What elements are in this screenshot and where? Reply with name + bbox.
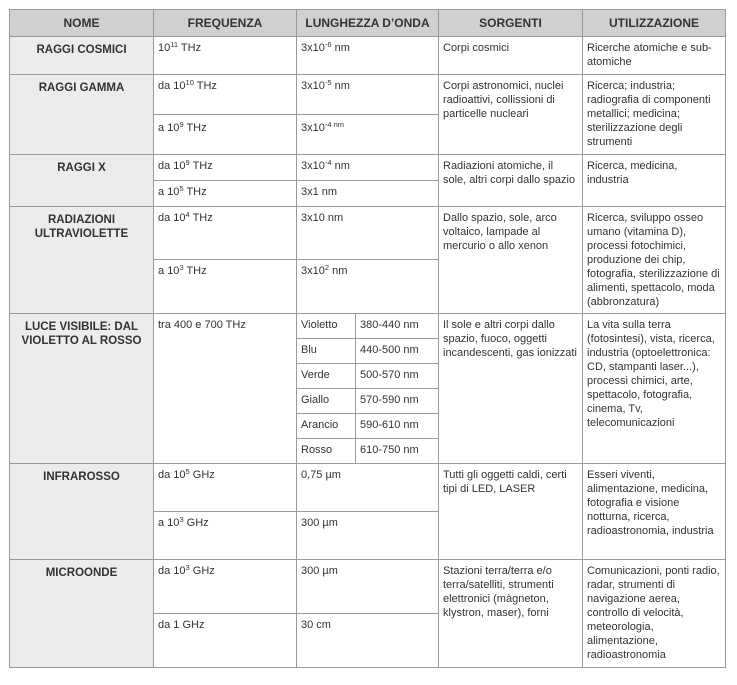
frequency-cell: tra 400 e 700 THz [154, 314, 297, 464]
wavelength-cell: 300 µm [297, 512, 439, 560]
table-row [10, 314, 726, 339]
frequency-cell: da $10^3$ GHz [154, 560, 297, 614]
wavelength-cell: 3x10 nm [297, 207, 439, 260]
color-name-cell: Verde [297, 364, 356, 389]
frequency-cell: a $10^5$ THz [154, 181, 297, 207]
frequency-cell: a $10^3$ GHz [154, 512, 297, 560]
sources-cell: Corpi astronomici, nuclei radioattivi, collissioni di particelle nucleari [439, 75, 583, 155]
color-range-cell: 610-750 nm [356, 439, 439, 464]
uses-cell: Ricerca, medicina, industria [583, 155, 726, 207]
wavelength-cell: $3x10^{-4 nm}$ [297, 115, 439, 155]
sources-cell: Il sole e altri corpi dallo spazio, fuoco, oggetti incandescenti, gas ionizzati [439, 314, 583, 464]
uses-cell: Ricerca, sviluppo osseo umano (vitamina D), processi fotochimici, produzione dei chip, fotografia, sterilizzazione di alimenti, spettacolo, moda (abbronzatura) [583, 207, 726, 314]
frequency-cell: $10^{11}$ THz [154, 37, 297, 75]
uses-cell: La vita sulla terra (fotosintesi), vista, ricerca, industria (optoelettronica: CD, stampanti laser...), processi chimici, arte, spettacolo, fotografia, cinema, Tv, telecomunicazioni [583, 314, 726, 464]
name-cell: LUCE VISIBILE: DAL VIOLETTO AL ROSSO [10, 314, 154, 464]
color-range-cell: 590-610 nm [356, 414, 439, 439]
name-cell: RAGGI X [10, 155, 154, 207]
color-range-cell: 500-570 nm [356, 364, 439, 389]
name-cell: INFRAROSSO [10, 464, 154, 560]
uses-cell: Comunicazioni, ponti radio, radar, strumenti di navigazione aerea, controllo di velocità, meteorologia, alimentazione, radioastronomia [583, 560, 726, 668]
table-row [10, 37, 726, 75]
uses-cell: Esseri viventi, alimentazione, medicina, fotografia e visione notturna, ricerca, radioastronomia, industria [583, 464, 726, 560]
spectrum-table [9, 9, 726, 668]
frequency-cell: da $10^{10}$ THz [154, 75, 297, 115]
uses-cell: Ricerche atomiche e sub-atomiche [583, 37, 726, 75]
wavelength-cell: $3x10^{-4}$ nm [297, 155, 439, 181]
uses-cell: Ricerca; industria; radiografia di componenti metallici; medicina; sterilizzazione degli strumenti [583, 75, 726, 155]
color-name-cell: Blu [297, 339, 356, 364]
frequency-cell: a $10^9$ THz [154, 115, 297, 155]
color-name-cell: Rosso [297, 439, 356, 464]
sources-cell: Corpi cosmici [439, 37, 583, 75]
wavelength-cell: 0,75 µm [297, 464, 439, 512]
frequency-cell: a $10^3$ THz [154, 260, 297, 314]
name-cell: RADIAZIONI ULTRAVIOLETTE [10, 207, 154, 314]
name-cell: RAGGI GAMMA [10, 75, 154, 155]
header-sorgenti: SORGENTI [439, 10, 583, 37]
frequency-cell: da $10^5$ GHz [154, 464, 297, 512]
wavelength-cell: 30 cm [297, 614, 439, 668]
table-row [10, 464, 726, 512]
wavelength-cell: 3x1 nm [297, 181, 439, 207]
table-row [10, 155, 726, 181]
frequency-cell: da $10^4$ THz [154, 207, 297, 260]
table-row [10, 207, 726, 260]
header-frequenza: FREQUENZA [154, 10, 297, 37]
header-nome: NOME [10, 10, 154, 37]
color-name-cell: Arancio [297, 414, 356, 439]
header-utilizzazione: UTILIZZAZIONE [583, 10, 726, 37]
sources-cell: Dallo spazio, sole, arco voltaico, lampade al mercurio o allo xenon [439, 207, 583, 314]
header-lunghezza: LUNGHEZZA D’ONDA [297, 10, 439, 37]
wavelength-cell: $3x10^{-5}$ nm [297, 75, 439, 115]
color-name-cell: Giallo [297, 389, 356, 414]
wavelength-cell: 300 µm [297, 560, 439, 614]
frequency-cell: da $10^9$ THz [154, 155, 297, 181]
frequency-cell: da 1 GHz [154, 614, 297, 668]
header-row [10, 10, 726, 37]
wavelength-cell: $3x10^{-6}$ nm [297, 37, 439, 75]
table-row [10, 560, 726, 614]
color-range-cell: 380-440 nm [356, 314, 439, 339]
name-cell: MICROONDE [10, 560, 154, 668]
color-range-cell: 570-590 nm [356, 389, 439, 414]
color-range-cell: 440-500 nm [356, 339, 439, 364]
sources-cell: Tutti gli oggetti caldi, certi tipi di LED, LASER [439, 464, 583, 560]
sources-cell: Stazioni terra/terra e/o terra/satelliti, strumenti elettronici (màgneton, klystron, maser), forni [439, 560, 583, 668]
name-cell: RAGGI COSMICI [10, 37, 154, 75]
table-row [10, 75, 726, 115]
color-name-cell: Violetto [297, 314, 356, 339]
sources-cell: Radiazioni atomiche, il sole, altri corpi dallo spazio [439, 155, 583, 207]
wavelength-cell: $3x10^2$ nm [297, 260, 439, 314]
